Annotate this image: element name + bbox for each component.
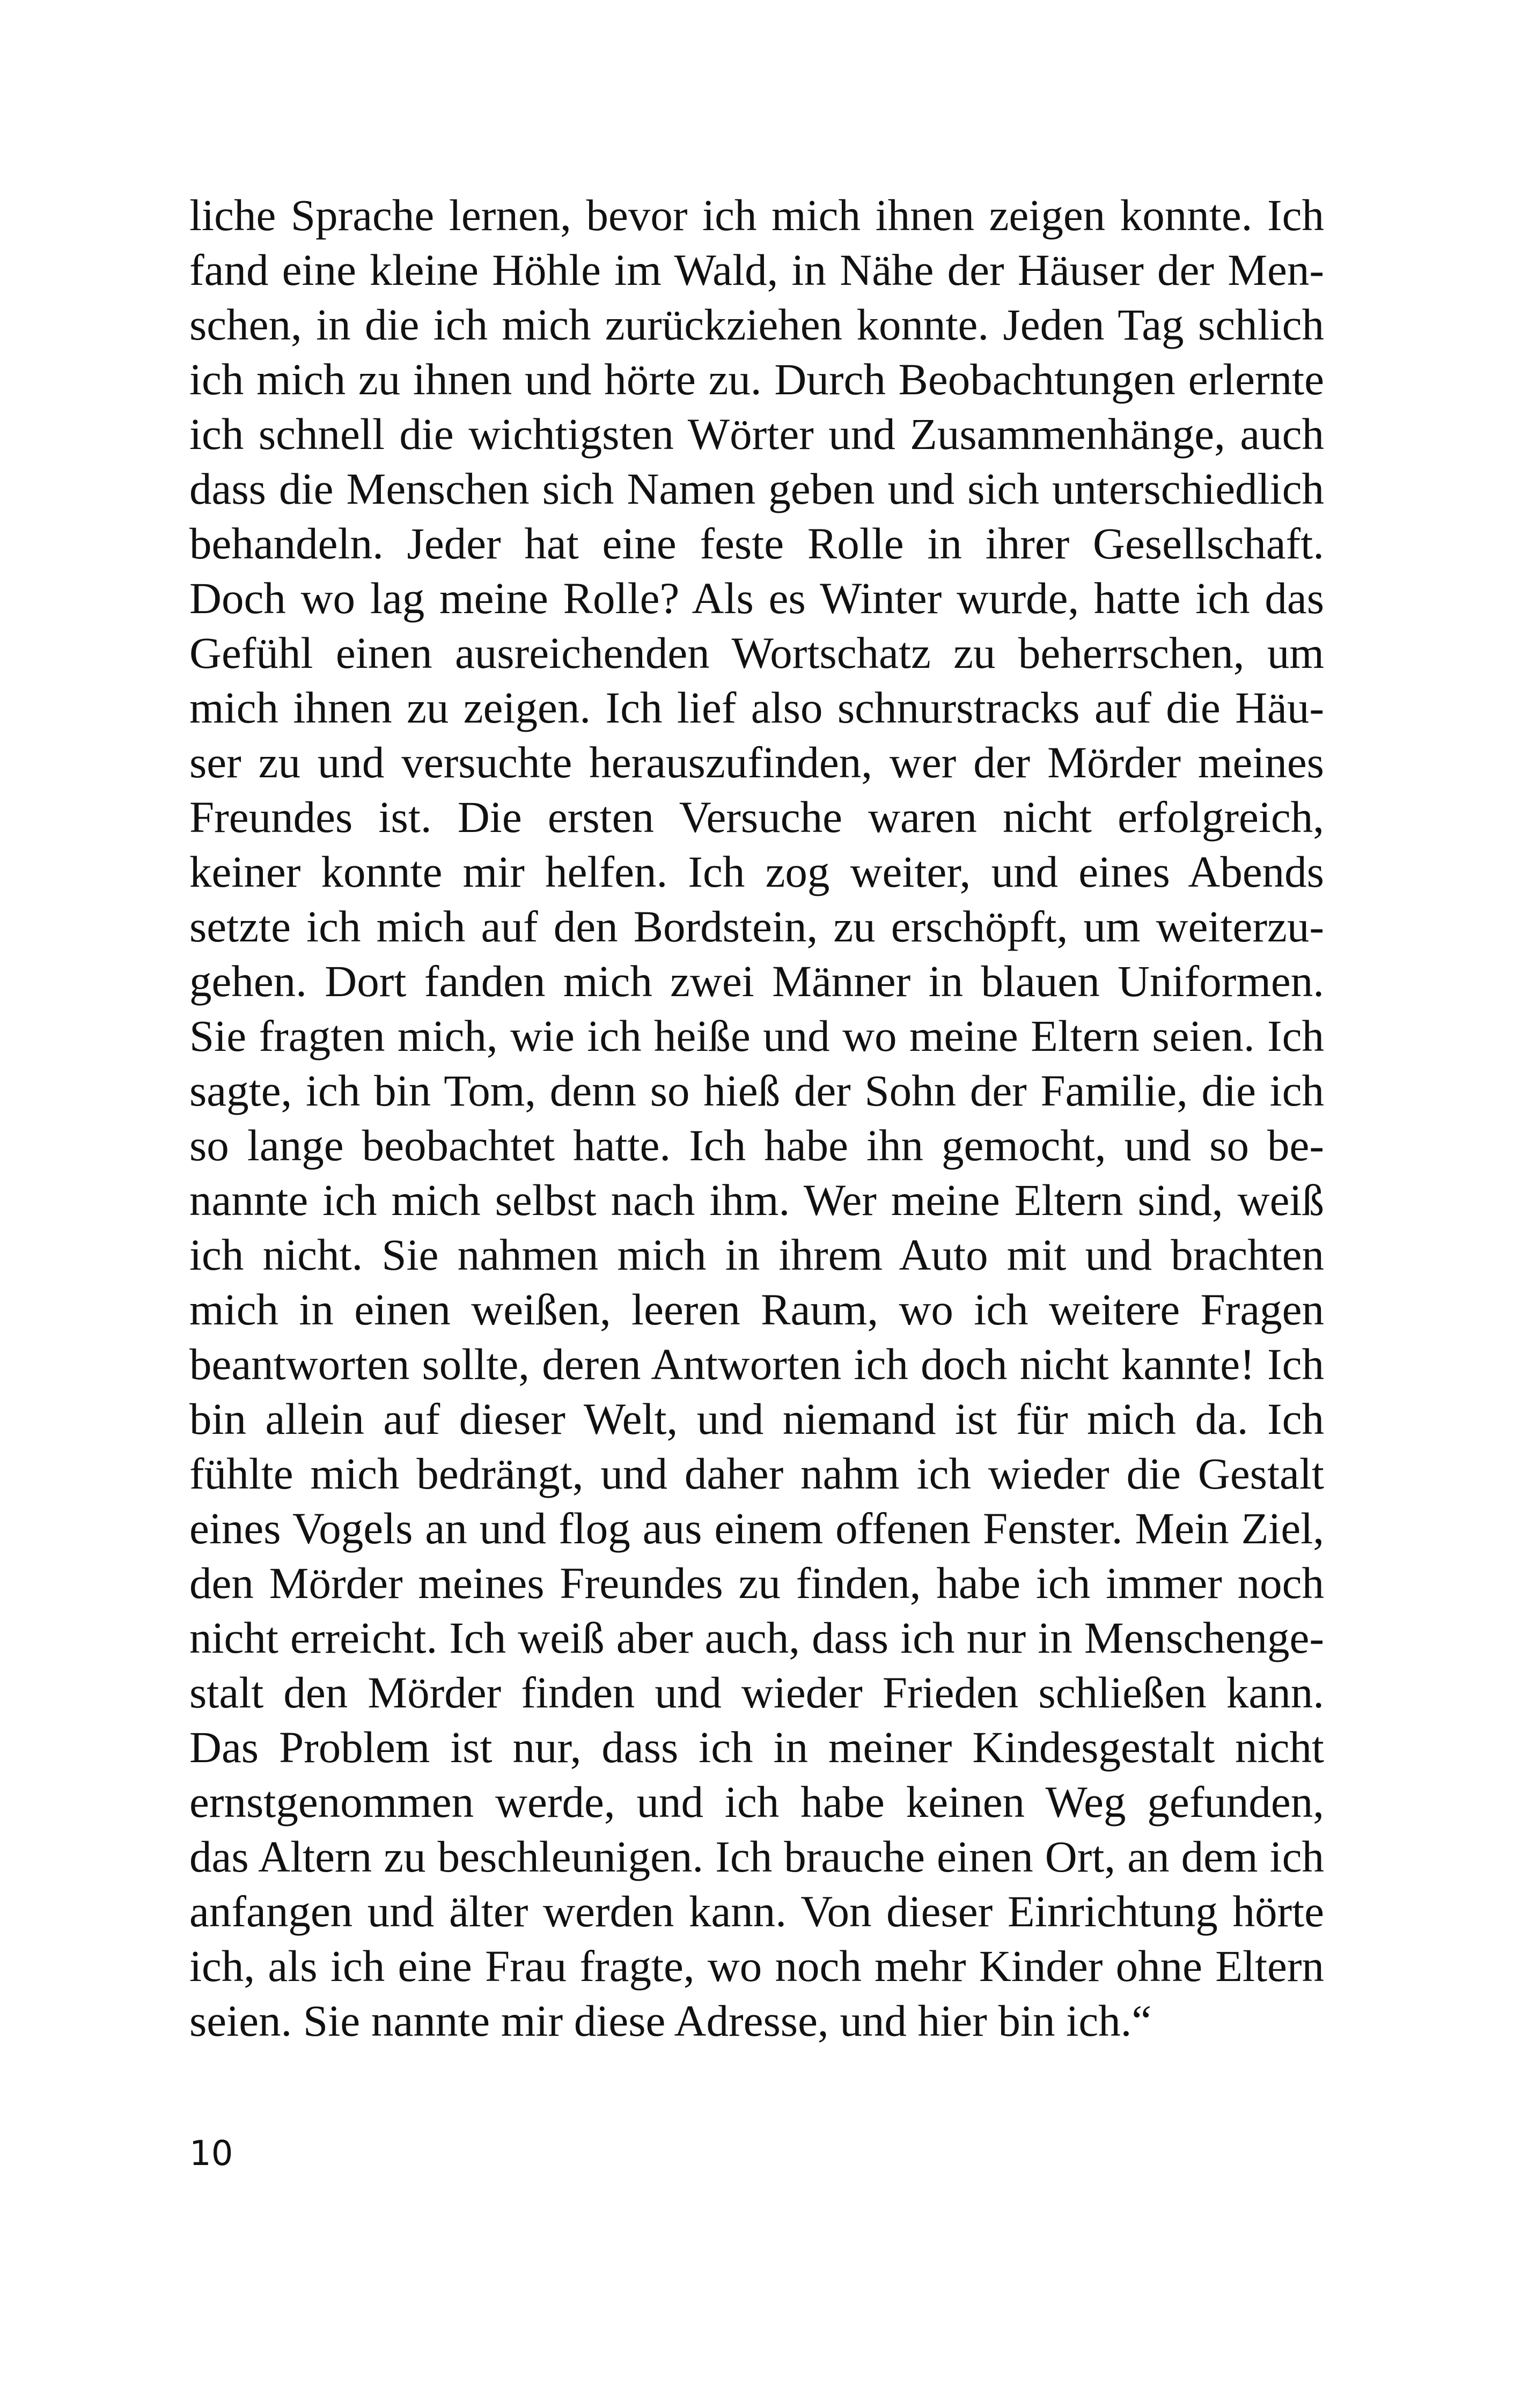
text-line: bin allein auf dieser Welt, und niemand ist für mich da. Ich: [189, 1394, 1324, 1444]
text-line: fühlte mich bedrängt, und daher nahm ich wieder die Gestalt: [189, 1449, 1324, 1498]
page-number: 10: [189, 2134, 233, 2174]
text-line: Sie fragten mich, wie ich heiße und wo meine Eltern seien. Ich: [189, 1011, 1324, 1061]
text-line-last: seien. Sie nannte mir diese Adresse, und hier bin ich.“: [189, 1996, 1152, 2045]
text-line: ich schnell die wichtigsten Wörter und Zusammenhänge, auch: [189, 409, 1324, 459]
text-line: beantworten sollte, deren Antworten ich doch nicht kannte! Ich: [189, 1339, 1324, 1389]
body-text: [189, 188, 1324, 2048]
text-line: sagte, ich bin Tom, denn so hieß der Sohn der Familie, die ich: [189, 1066, 1324, 1115]
text-line: dass die Menschen sich Namen geben und sich unterschiedlich: [189, 464, 1324, 513]
text-line: nicht erreicht. Ich weiß aber auch, dass ich nur in Menschenge-: [189, 1613, 1324, 1662]
text-line: Doch wo lag meine Rolle? Als es Winter wurde, hatte ich das: [189, 573, 1324, 623]
text-line: ernstgenommen werde, und ich habe keinen Weg gefunden,: [189, 1777, 1324, 1827]
text-line: ich, als ich eine Frau fragte, wo noch mehr Kinder ohne Eltern: [189, 1941, 1324, 1991]
text-line: nannte ich mich selbst nach ihm. Wer meine Eltern sind, weiß: [189, 1175, 1324, 1225]
text-line: Freundes ist. Die ersten Versuche waren nicht erfolgreich,: [189, 792, 1324, 842]
text-line: ich mich zu ihnen und hörte zu. Durch Beobachtungen erlernte: [189, 355, 1324, 404]
text-line: ser zu und versuchte herauszufinden, wer der Mörder meines: [189, 738, 1324, 787]
text-line: mich ihnen zu zeigen. Ich lief also schnurstracks auf die Häu-: [189, 683, 1324, 732]
text-line: das Altern zu beschleunigen. Ich brauche einen Ort, an dem ich: [189, 1832, 1324, 1881]
text-line: anfangen und älter werden kann. Von dieser Einrichtung hörte: [189, 1887, 1324, 1936]
text-line: Das Problem ist nur, dass ich in meiner Kindesgestalt nicht: [189, 1722, 1324, 1772]
text-line: ich nicht. Sie nahmen mich in ihrem Auto mit und brachten: [189, 1230, 1324, 1279]
text-line: keiner konnte mir helfen. Ich zog weiter, und eines Abends: [189, 847, 1324, 896]
text-line: gehen. Dort fanden mich zwei Männer in blauen Uniformen.: [189, 956, 1324, 1006]
text-line: behandeln. Jeder hat eine feste Rolle in ihrer Gesellschaft.: [189, 519, 1324, 568]
text-line: schen, in die ich mich zurückziehen konnte. Jeden Tag schlich: [189, 300, 1324, 349]
text-line: mich in einen weißen, leeren Raum, wo ich weitere Fragen: [189, 1285, 1324, 1334]
text-line: liche Sprache lernen, bevor ich mich ihnen zeigen konnte. Ich: [189, 190, 1324, 240]
text-line: stalt den Mörder finden und wieder Frieden schließen kann.: [189, 1668, 1324, 1717]
text-line: den Mörder meines Freundes zu finden, habe ich immer noch: [189, 1558, 1324, 1608]
text-line: Gefühl einen ausreichenden Wortschatz zu beherrschen, um: [189, 628, 1324, 678]
text-line: fand eine kleine Höhle im Wald, in Nähe der Häuser der Men-: [189, 245, 1324, 294]
text-line: setzte ich mich auf den Bordstein, zu erschöpft, um weiterzu-: [189, 902, 1324, 951]
text-line: so lange beobachtet hatte. Ich habe ihn gemocht, und so be-: [189, 1121, 1324, 1170]
text-line: eines Vogels an und flog aus einem offenen Fenster. Mein Ziel,: [189, 1504, 1324, 1553]
